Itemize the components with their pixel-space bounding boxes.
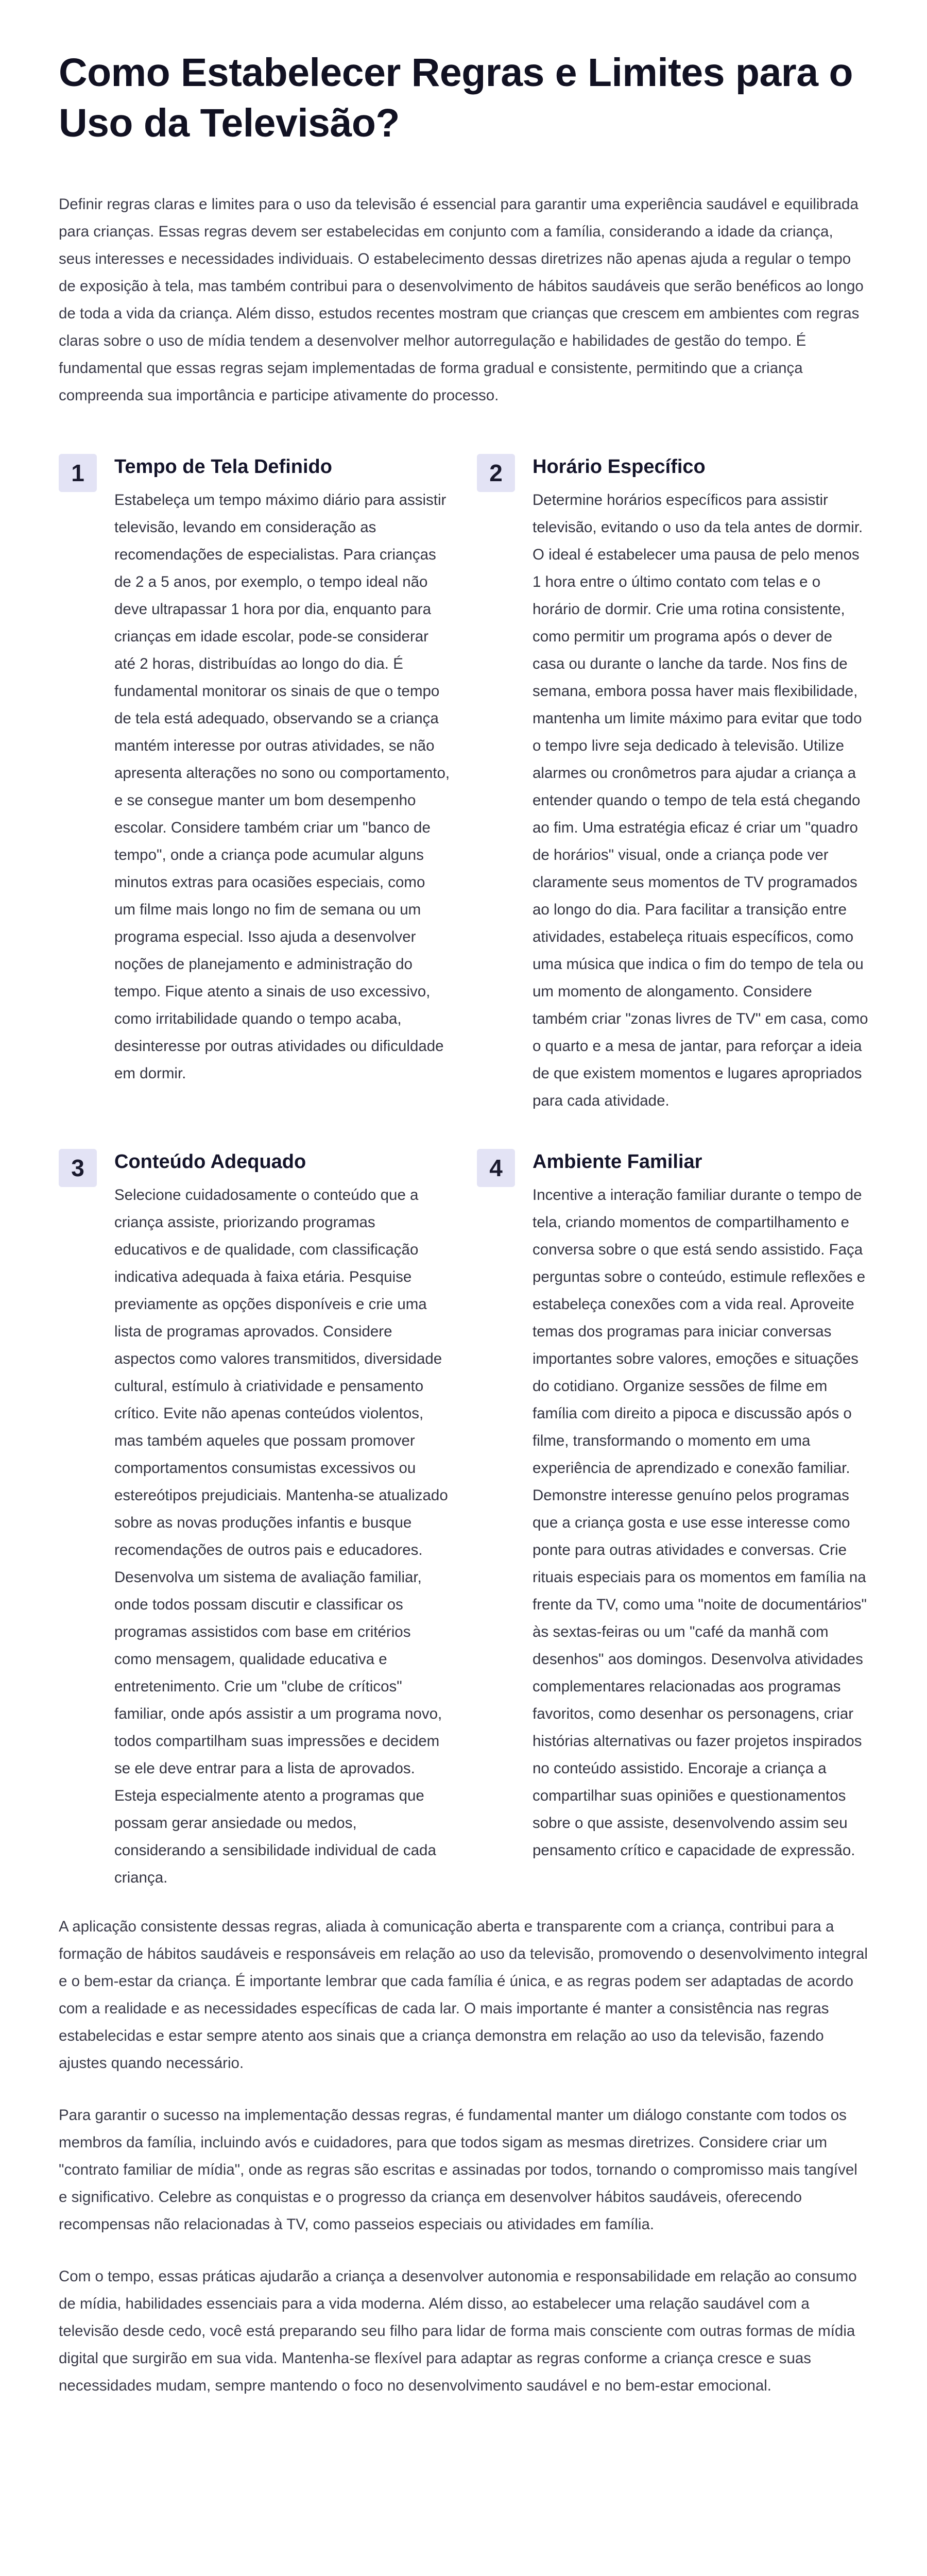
rule-text: Incentive a interação familiar durante o tempo de tela, criando momentos de compartilhamento e conversa sobre o que está sendo assistido. Faça perguntas sobre o conteúdo, estimule reflexões e estabeleça conexões com a vida real. Aproveite temas dos programas para iniciar conversas importantes sobre valores, emoções e situações do cotidiano. Organize sessões de filme em família com direito a pipoca e discussão após o filme, transformando o momento em uma experiência de aprendizado e conexão familiar. Demonstre interesse genuíno pelos programas que a criança gosta e use esse interesse como ponte para outras atividades e conversas. Crie rituais especiais para os momentos em família na frente da TV, como uma "noite de documentários" às sextas-feiras ou um "café da manhã com desenhos" aos domingos. Desenvolva atividades complementares relacionadas aos programas favoritos, como desenhar os personagens, criar histórias alternativas ou fazer projetos inspirados no conteúdo assistido. Encoraje a criança a compartilhar suas opiniões e questionamentos sobre o que assiste, desenvolvendo assim seu pensamento crítico e capacidade de expressão.	[533, 1187, 867, 1859]
rule-text: Estabeleça um tempo máximo diário para assistir televisão, levando em consideração as recomendações de especialistas. Para crianças de 2 a 5 anos, por exemplo, o tempo ideal não deve ultrapassar 1 hora por dia, enquanto para crianças em idade escolar, pode-se considerar até 2 horas, distribuídas ao longo do dia. É fundamental monitorar os sinais de que o tempo de tela está adequado, observando se a criança mantém interesse por outras atividades, se não apresenta alterações no sono ou comportamento, e se consegue manter um bom desempenho escolar. Considere também criar um "banco de tempo", onde a criança pode acumular alguns minutos extras para ocasiões especiais, como um filme mais longo no fim de semana ou um programa especial. Isso ajuda a desenvolver noções de planejamento e administração do tempo. Fique atento a sinais de uso excessivo, como irritabilidade quando o tempo acaba, desinteresse por outras atividades ou dificuldade em dormir.	[114, 492, 450, 1082]
rule-text: Selecione cuidadosamente o conteúdo que a criança assiste, priorizando programas educativos e de qualidade, com classificação indicativa adequada à faixa etária. Pesquise previamente as opções disponíveis e crie uma lista de programas aprovados. Considere aspectos como valores transmitidos, diversidade cultural, estímulo à criatividade e pensamento crítico. Evite não apenas conteúdos violentos, mas também aqueles que possam promover comportamentos consumistas excessivos ou estereótipos prejudiciais. Mantenha-se atualizado sobre as novas produções infantis e busque recomendações de outros pais e educadores. Desenvolva um sistema de avaliação familiar, onde todos possam discutir e classificar os programas assistidos com base em critérios como mensagem, qualidade educativa e entretenimento. Crie um "clube de críticos" familiar, onde após assistir a um programa novo, todos compartilham suas impressões e decidem se ele deve entrar para a lista de aprovados. Esteja especialmente atento a programas que possam gerar ansiedade ou medos, considerando a sensibilidade individual de cada criança.	[114, 1187, 448, 1886]
rule-title: Conteúdo Adequado	[114, 1151, 306, 1173]
conclusion-paragraph-2: Para garantir o sucesso na implementação dessas regras, é fundamental manter um diálogo constante com todos os membros da família, incluindo avós e cuidadores, para que todos sigam as mesmas diretrizes. Considere criar um "contrato familiar de mídia", onde as regras são escritas e assinadas por todos, tornando o compromisso mais tangível e significativo. Celebre as conquistas e o progresso da criança em desenvolver hábitos saudáveis, oferecendo recompensas não relacionadas à TV, como passeios especiais ou atividades em família.	[59, 2107, 857, 2233]
rule-title: Ambiente Familiar	[533, 1151, 702, 1173]
article	[59, 0, 868, 2399]
rules-grid	[59, 455, 868, 1891]
rule-card-body	[533, 1150, 868, 1864]
rule-card-3	[59, 1150, 450, 1891]
rule-card-4	[477, 1150, 868, 1891]
rule-card-1	[59, 455, 450, 1114]
rule-number-badge: 1	[59, 454, 97, 492]
rule-title: Tempo de Tela Definido	[114, 456, 332, 478]
rule-number-badge: 4	[477, 1149, 515, 1187]
conclusion-paragraph-1: A aplicação consistente dessas regras, aliada à comunicação aberta e transparente com a criança, contribui para a formação de hábitos saudáveis e responsáveis em relação ao uso da televisão, promovendo o desenvolvimento integral e o bem-estar da criança. É importante lembrar que cada família é única, e as regras podem ser adaptadas de acordo com a realidade e as necessidades específicas de cada lar. O mais importante é manter a consistência nas regras estabelecidas e estar sempre atento aos sinais que a criança demonstra em relação ao uso da televisão, fazendo ajustes quando necessário.	[59, 1918, 868, 2072]
rule-card-body	[533, 455, 868, 1114]
rule-card-body	[114, 1150, 450, 1891]
rule-text: Determine horários específicos para assistir televisão, evitando o uso da tela antes de dormir. O ideal é estabelecer uma pausa de pelo menos 1 hora entre o último contato com telas e o horário de dormir. Crie uma rotina consistente, como permitir um programa após o dever de casa ou durante o lanche da tarde. Nos fins de semana, embora possa haver mais flexibilidade, mantenha um limite máximo para evitar que todo o tempo livre seja dedicado à televisão. Utilize alarmes ou cronômetros para ajudar a criança a entender quando o tempo de tela está chegando ao fim. Uma estratégia eficaz é criar um "quadro de horários" visual, onde a criança pode ver claramente seus momentos de TV programados ao longo do dia. Para facilitar a transição entre atividades, estabeleça rituais específicos, como uma música que indica o fim do tempo de tela ou um momento de alongamento. Considere também criar "zonas livres de TV" em casa, como o quarto e a mesa de jantar, para reforçar a ideia de que existem momentos e lugares apropriados para cada atividade.	[533, 492, 868, 1109]
rule-number-badge: 2	[477, 454, 515, 492]
rule-card-2	[477, 455, 868, 1114]
page-title: Como Estabelecer Regras e Limites para o Uso da Televisão?	[59, 50, 853, 145]
rule-title: Horário Específico	[533, 456, 706, 478]
rule-number-badge: 3	[59, 1149, 97, 1187]
intro-paragraph: Definir regras claras e limites para o uso da televisão é essencial para garantir uma experiência saudável e equilibrada para crianças. Essas regras devem ser estabelecidas em conjunto com a família, considerando a idade da criança, seus interesses e necessidades individuais. O estabelecimento dessas diretrizes não apenas ajuda a regular o tempo de exposição à tela, mas também contribui para o desenvolvimento de hábitos saudáveis que serão benéficos ao longo de toda a vida da criança. Além disso, estudos recentes mostram que crianças que crescem em ambientes com regras claras sobre o uso de mídia tendem a desenvolver melhor autorregulação e habilidades de gestão do tempo. É fundamental que essas regras sejam implementadas de forma gradual e consistente, permitindo que a criança compreenda sua importância e participe ativamente do processo.	[59, 196, 864, 404]
rule-card-body	[114, 455, 450, 1087]
conclusion-paragraph-3: Com o tempo, essas práticas ajudarão a criança a desenvolver autonomia e responsabilidade em relação ao consumo de mídia, habilidades essenciais para a vida moderna. Além disso, ao estabelecer uma relação saudável com a televisão desde cedo, você está preparando seu filho para lidar de forma mais consciente com outras formas de mídia digital que surgirão em sua vida. Mantenha-se flexível para adaptar as regras conforme a criança cresce e suas necessidades mudam, sempre mantendo o foco no desenvolvimento saudável e no bem-estar emocional.	[59, 2268, 857, 2394]
